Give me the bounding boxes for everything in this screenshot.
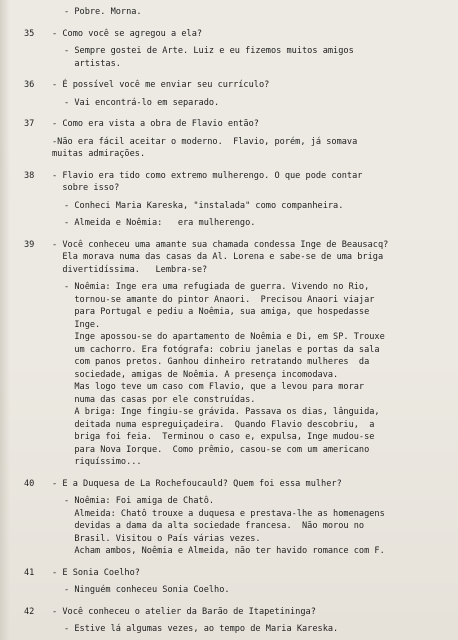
question-text: - E a Duquesa de La Rochefoucauld? Quem foi essa mulher? bbox=[52, 478, 342, 489]
answer-line: Almeida: Chatô trouxe a duquesa e prestava-lhe as homenagens bbox=[64, 508, 385, 519]
answer-line: Inge apossou-se do apartamento de Noêmia e Di, em SP. Trouxe bbox=[64, 332, 385, 342]
answer-line: - Ninguém conheceu Sonia Coelho. bbox=[64, 585, 230, 595]
answer-line: briga foi feia. Terminou o caso e, expulsa, Inge mudou-se bbox=[64, 432, 375, 442]
answer-line: - Noêmia: Foi amiga de Chatô. bbox=[64, 496, 215, 506]
question-text: - Você conheceu o atelier da Barão de Itapetininga? bbox=[52, 606, 316, 617]
answer-line: um cachorro. Era fotógrafa: cobriu janelas e portas da sala bbox=[64, 344, 380, 355]
question-text: - Você conheceu uma amante sua chamada condessa Inge de Beausacq? Ela morava numa das casas da Al. Lorena e sabe-se de uma briga divertidíssima. Lembra-se? bbox=[52, 239, 389, 275]
question-text: - É possível você me enviar seu currículo? bbox=[52, 80, 270, 90]
entry-37 bbox=[24, 118, 444, 161]
answer-line: com panos pretos. Ganhou dinheiro retratando mulheres da bbox=[64, 357, 370, 367]
answer-line: Brasil. Visitou o País várias vezes. bbox=[64, 533, 261, 544]
answer-line: tornou-se amante do pintor Anaori. Precisou Anaori viajar bbox=[64, 294, 375, 305]
question-number: 41 bbox=[24, 567, 35, 578]
answer-line: - Estive lá algumas vezes, ao tempo de Maria Kareska. bbox=[64, 624, 339, 634]
answer-line: devidas a dama da alta sociedade francesa. Não morou no bbox=[64, 521, 365, 531]
answer-line: - Conheci Maria Kareska, "instalada" como companheira. bbox=[64, 200, 344, 211]
answer-line: Inge. bbox=[64, 319, 101, 330]
question-number: 39 bbox=[24, 239, 35, 250]
answer-line: - Pobre. Morna. bbox=[64, 7, 142, 17]
answer-line: Mas logo teve um caso com Flavio, que a levou para morar bbox=[64, 382, 365, 392]
question-number: 40 bbox=[24, 478, 35, 489]
question-number: 37 bbox=[24, 119, 35, 129]
question-number: 35 bbox=[24, 28, 35, 39]
question-number: 42 bbox=[24, 606, 35, 617]
question-text: - Como você se agregou a ela? bbox=[52, 28, 203, 39]
question-number: 38 bbox=[24, 170, 35, 181]
entry-41 bbox=[24, 567, 444, 597]
question-text: - Como era vista a obra de Flavio então? bbox=[52, 119, 259, 129]
entry-38 bbox=[24, 170, 444, 230]
entry-39 bbox=[24, 239, 444, 469]
answer-line: para Nova Iorque. Como prêmio, casou-se com um americano bbox=[64, 444, 370, 455]
entry-35 bbox=[24, 28, 444, 71]
answer-line: deitada numa espreguiçadeira. Quando Flavio descobriu, a bbox=[64, 419, 375, 430]
answer-line: riquíssimo... bbox=[64, 457, 142, 467]
question-text: - E Sonia Coelho? bbox=[52, 567, 140, 578]
answer-line: sociedade, amigas de Noêmia. A presença incomodava. bbox=[64, 369, 339, 380]
answer-line: para Portugal e pediu a Noêmia, sua amiga, que hospedasse bbox=[64, 307, 370, 317]
answer-line: - Sempre gostei de Arte. Luiz e eu fizemos muitos amigos bbox=[64, 46, 354, 56]
entry-pre bbox=[24, 6, 444, 19]
entry-42 bbox=[24, 606, 444, 636]
answer-line: - Almeida e Noêmia: era mulherengo. bbox=[64, 218, 256, 228]
answer-line: -Não era fácil aceitar o moderno. Flavio, porém, já somava bbox=[52, 136, 358, 147]
answer-line: A briga: Inge fingiu-se grávida. Passava os dias, lânguida, bbox=[64, 407, 380, 417]
answer-line: - Vai encontrá-lo em separado. bbox=[64, 97, 220, 108]
answer-line: muitas admirações. bbox=[52, 149, 146, 159]
answer-line: numa das casas por ele construídas. bbox=[64, 394, 256, 405]
answer-line: Acham ambos, Noêmia e Almeida, não ter havido romance com F. bbox=[64, 546, 385, 556]
question-number: 36 bbox=[24, 80, 35, 90]
question-text: - Flavio era tido como extremo mulherengo. O que pode contar sobre isso? bbox=[52, 170, 363, 193]
answer-line: - Noêmia: Inge era uma refugiada de guerra. Vivendo no Rio, bbox=[64, 282, 370, 292]
entry-40 bbox=[24, 478, 444, 558]
answer-line: artistas. bbox=[64, 58, 121, 69]
entry-36 bbox=[24, 79, 444, 109]
